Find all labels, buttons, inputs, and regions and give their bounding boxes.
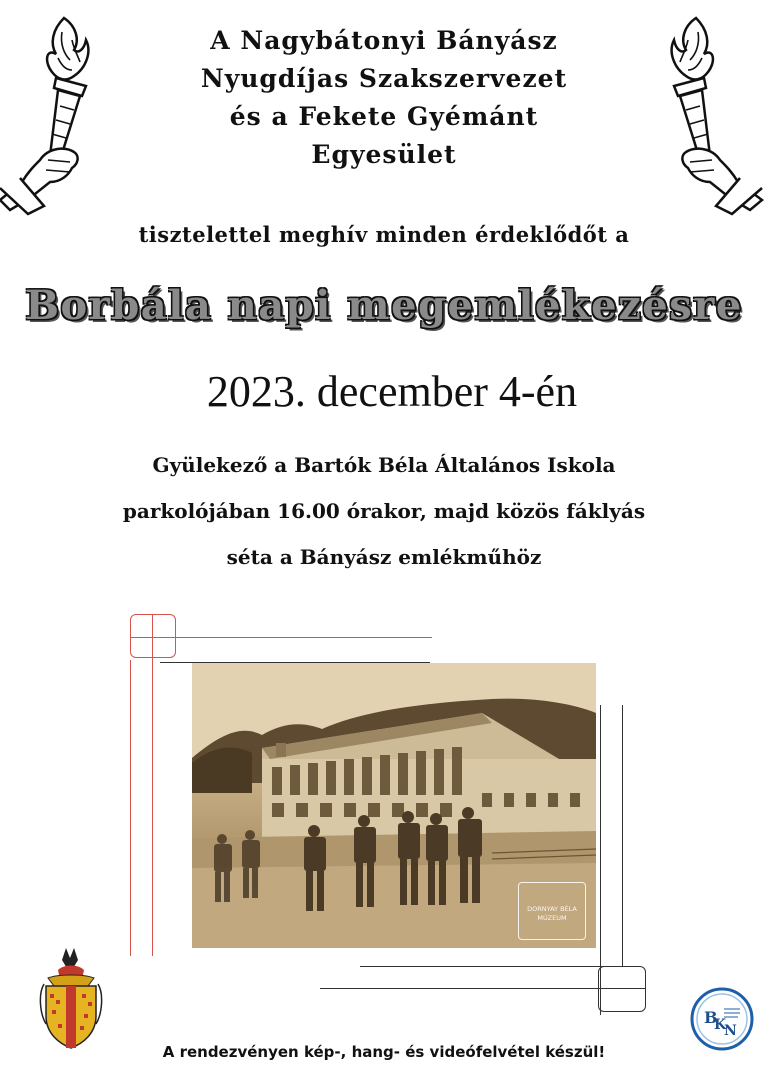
event-details xyxy=(80,442,688,580)
details-line-1: Gyülekező a Bartók Béla Általános Iskola xyxy=(152,453,616,477)
svg-text:B: B xyxy=(704,1008,718,1027)
recording-notice: A rendezvényen kép-, hang- és videófelvétel készül! xyxy=(162,1043,606,1061)
svg-text:K: K xyxy=(714,1017,727,1033)
details-line-3: séta a Bányász emlékműhöz xyxy=(226,545,542,569)
invitation-line: tisztelettel meghív minden érdeklődőt a xyxy=(138,222,630,247)
torch-left-icon xyxy=(0,10,110,220)
coat-of-arms-icon xyxy=(38,944,104,1052)
event-headline: Borbála napi megemlékezésre xyxy=(25,282,743,329)
torch-right-icon xyxy=(650,10,765,220)
watermark-line-2: MÚZEUM xyxy=(537,914,567,922)
museum-watermark xyxy=(518,882,586,940)
event-date: 2023. december 4-én xyxy=(206,367,578,416)
svg-text:N: N xyxy=(724,1023,737,1039)
watermark-line-1: DORNYAY BÉLA xyxy=(527,905,577,913)
bkn-logo-icon xyxy=(690,987,754,1051)
details-line-2: parkolójában 16.00 órakor, majd közös fáklyás xyxy=(122,499,646,523)
organizer-title: A Nagybátonyi Bányász Nyugdíjas Szakszervezet és a Fekete Gyémánt Egyesület xyxy=(200,26,568,169)
miners-photo xyxy=(192,663,596,948)
